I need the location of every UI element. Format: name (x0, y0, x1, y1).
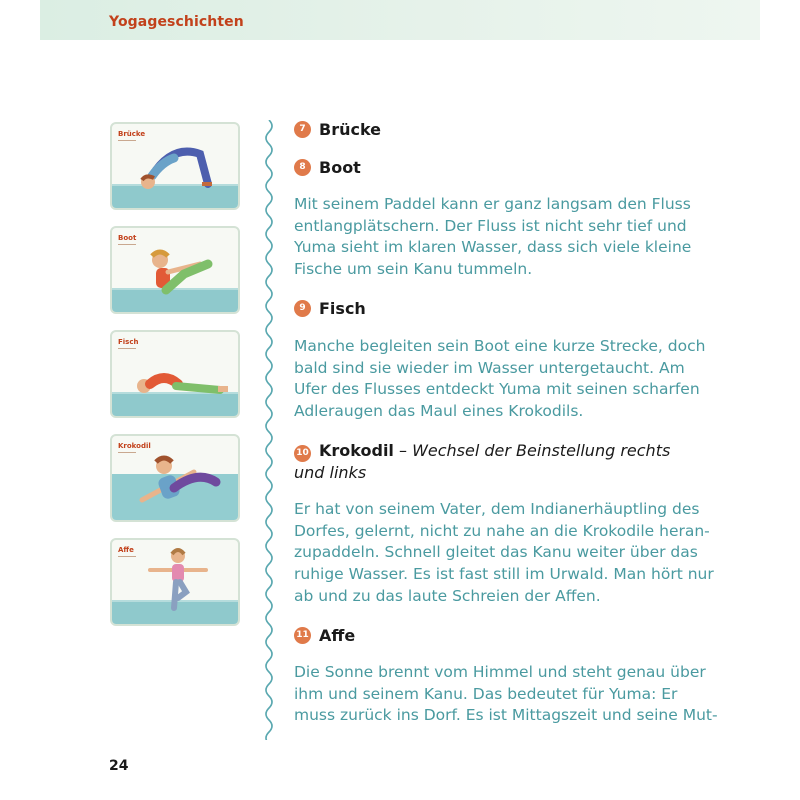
heading-subtitle: Wechsel der Beinstellung rechts und links (294, 441, 671, 482)
monkey-pose-illustration (112, 540, 240, 626)
bridge-pose-illustration (112, 124, 240, 210)
paragraph-fisch: Manche begleiten sein Boot eine kurze Strecke, doch bald sind sie wieder im Wasser untergetaucht. Am Ufer des Flusses entdeckt Yuma mit seinen scharfen Adleraugen das Maul eines Krokodils. (294, 337, 706, 421)
crocodile-pose-illustration (112, 436, 240, 522)
step-number-badge: 7 (294, 121, 311, 138)
heading-title: Brücke (319, 119, 382, 139)
heading-title: Fisch (319, 298, 366, 318)
paragraph-krokodil: Er hat von seinem Vater, dem Indianerhäuptling des Dorfes, gelernt, nicht zu nahe an die Krokodile heran- zupaddeln. Schnell gleitet das Kanu weiter über das ruhige Wasser. Es ist fast still im Urwald. Man hört nur ab und zu das laute Schreien der Affen. (294, 500, 714, 605)
step-number-badge: 9 (294, 300, 311, 317)
heading-krokodil: 10 Krokodil – Wechsel der Beinstellung rechts und links (294, 441, 671, 482)
card-label: Boot (118, 234, 137, 242)
heading-title: Krokodil (319, 441, 394, 460)
pose-card-boot (110, 226, 240, 314)
pose-card-fisch (110, 330, 240, 418)
step-number-badge: 8 (294, 159, 311, 176)
card-label: Brücke (118, 130, 146, 138)
heading-fisch (294, 297, 366, 319)
heading-title: Affe (319, 625, 356, 645)
card-label: Fisch (118, 338, 139, 346)
card-label: Krokodil (118, 442, 151, 450)
step-number-badge: 11 (294, 627, 311, 644)
pose-card-krokodil (110, 434, 240, 522)
boat-pose-illustration (112, 228, 240, 314)
step-number-badge: 10 (294, 445, 311, 462)
page-number: 24 (109, 758, 129, 774)
heading-title: Boot (319, 157, 361, 177)
heading-affe (294, 624, 355, 646)
section-title: Yogageschichten (109, 14, 244, 30)
paragraph-affe: Die Sonne brennt vom Himmel und steht genau über ihm und seinem Kanu. Das bedeutet für Yuma: Er muss zurück ins Dorf. Es ist Mittagszeit und seine Mut- (294, 663, 718, 725)
paragraph-boot: Mit seinem Paddel kann er ganz langsam den Fluss entlangplätschern. Der Fluss ist nicht sehr tief und Yuma sieht im klaren Wasser, dass sich viele kleine Fische um sein Kanu tummeln. (294, 195, 692, 279)
heading-bruecke (294, 118, 381, 140)
card-label: Affe (118, 546, 134, 554)
pose-card-affe (110, 538, 240, 626)
wavy-divider (262, 120, 276, 740)
pose-card-bruecke (110, 122, 240, 210)
heading-boot (294, 156, 361, 178)
fish-pose-illustration (112, 332, 240, 418)
